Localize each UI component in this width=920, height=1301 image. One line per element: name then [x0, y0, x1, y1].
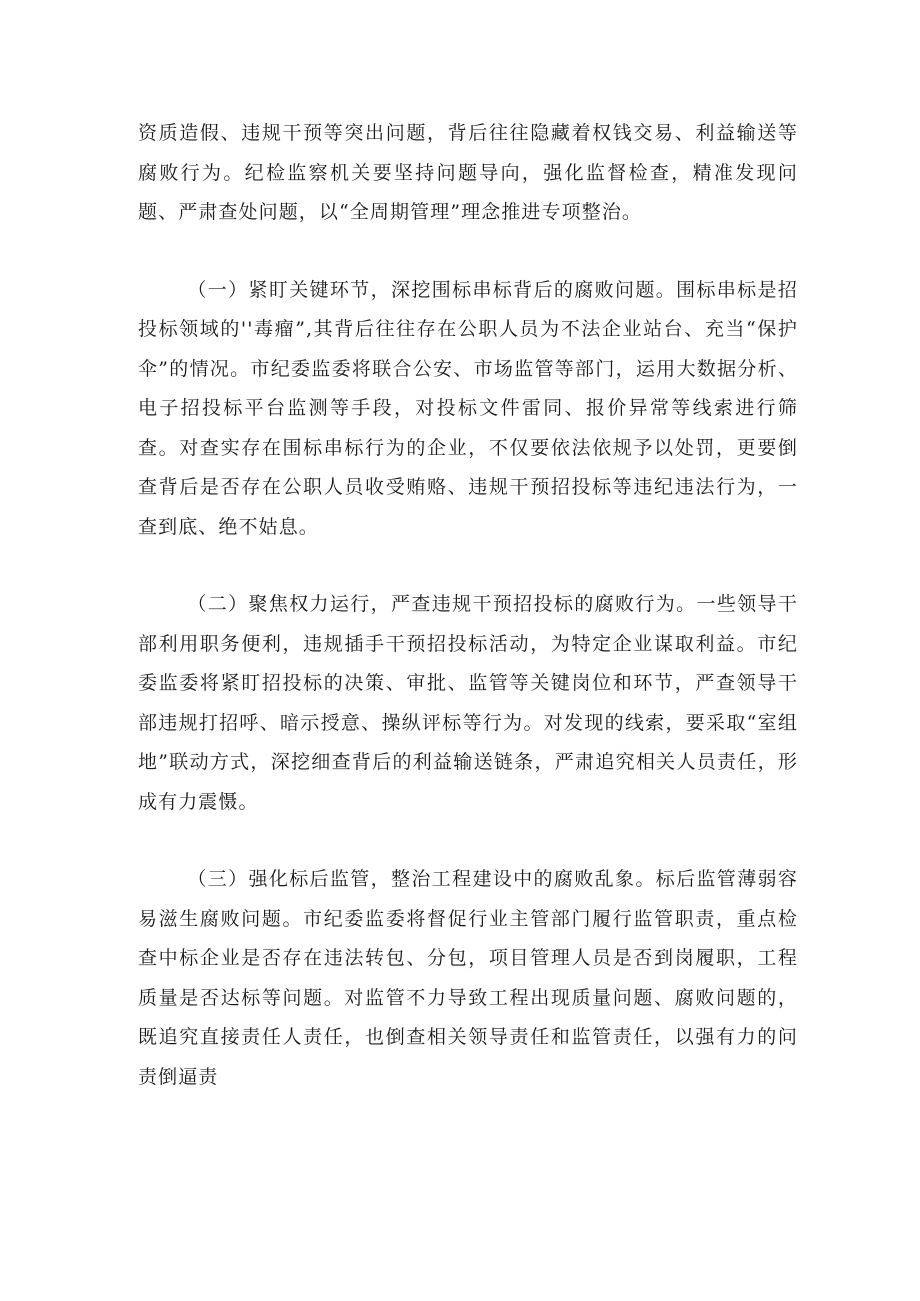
- paragraph-spacer: [138, 547, 798, 585]
- paragraph-continuation: 资质造假、违规干预等突出问题，背后往往隐藏着权钱交易、利益输送等腐败行为。纪检监察机关要坚持问题导向，强化监督检查，精准发现问题、严肃查处问题，以“全周期管理”理念推进专项整治。: [138, 122, 798, 223]
- paragraph-spacer: [138, 233, 798, 271]
- document-body: [138, 114, 798, 1097]
- paragraph-section-2: （二）聚焦权力运行，严查违规干预招投标的腐败行为。一些领导干部利用职务便利，违规插手干预招投标活动，为特定企业谋取利益。市纪委监委将紧盯招投标的决策、审批、监管等关键岗位和环节，严查领导干部违规打招呼、暗示授意、操纵评标等行为。对发现的线索，要采取“室组地”联动方式，深挖细查背后的利益输送链条，严肃追究相关人员责任，形成有力震慑。: [138, 593, 798, 813]
- paragraph-section-3: （三）强化标后监管，整治工程建设中的腐败乱象。标后监管薄弱容易滋生腐败问题。市纪委监委将督促行业主管部门履行监管职责，重点检查中标企业是否存在违法转包、分包，项目管理人员是否到岗履职，工程质量是否达标等问题。对监管不力导致工程出现质量问题、腐败问题的，既追究直接责任人责任，也倒查相关领导责任和监管责任，以强有力的问责倒逼责: [138, 868, 798, 1088]
- paragraph-spacer: [138, 822, 798, 860]
- paragraph-section-1: （一）紧盯关键环节，深挖围标串标背后的腐败问题。围标串标是招投标领域的''毒瘤”,其背后往往存在公职人员为不法企业站台、充当“保护伞”的情况。市纪委监委将联合公安、市场监管等部门，运用大数据分析、电子招投标平台监测等手段，对投标文件雷同、报价异常等线索进行筛查。对查实存在围标串标行为的企业，不仅要依法依规予以处罚，更要倒查背后是否存在公职人员收受贿赂、违规干预招投标等违纪违法行为，一查到底、绝不姑息。: [138, 278, 798, 538]
